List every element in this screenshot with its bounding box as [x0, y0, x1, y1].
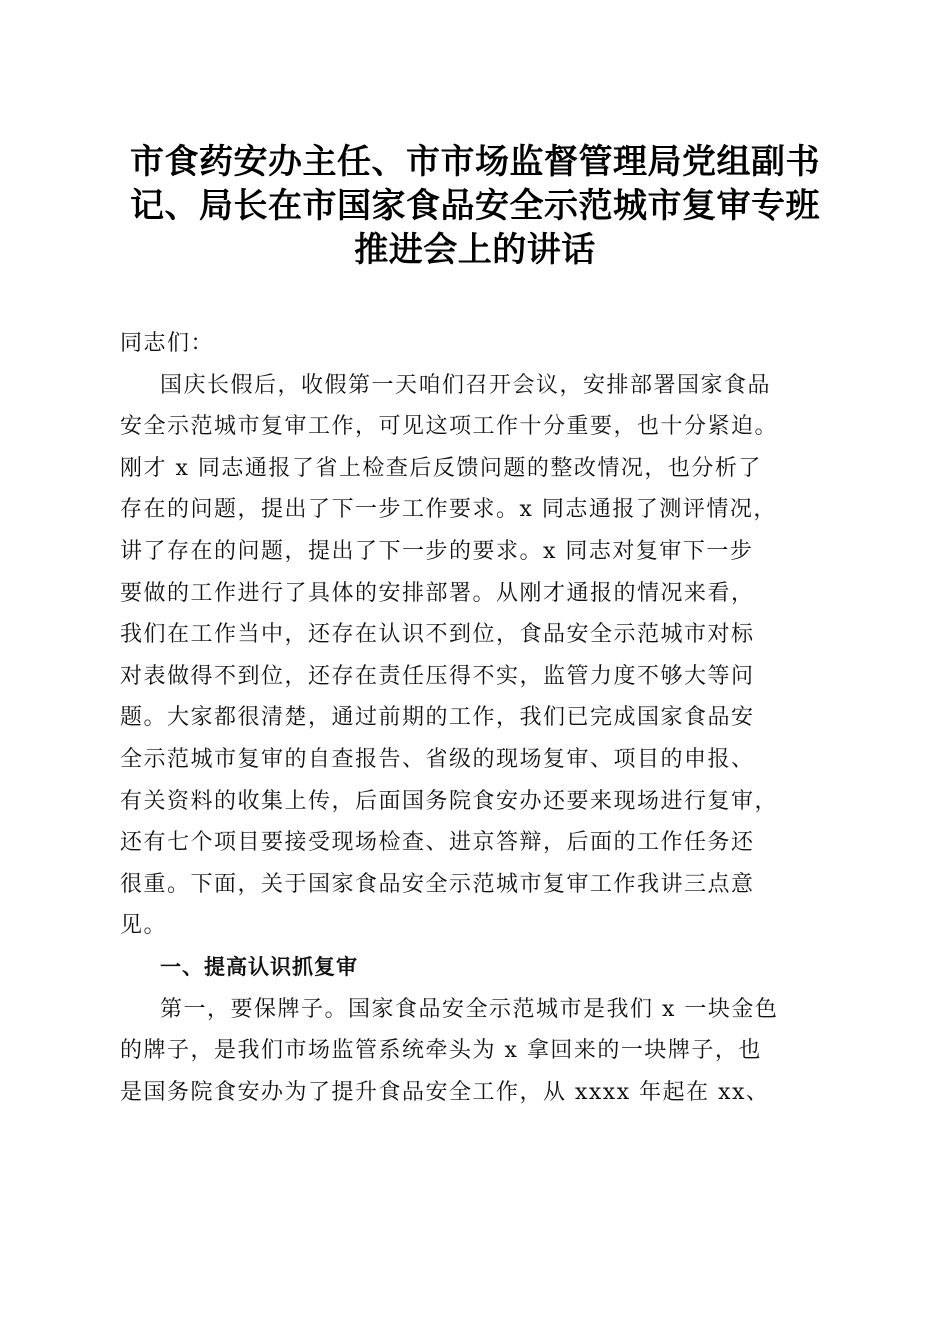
section-heading: 一、提高认识抓复审	[160, 954, 358, 979]
paragraph-line: 是国务院食安办为了提升食品安全工作，从 xxxx 年起在 xx、	[120, 1079, 770, 1105]
paragraph-line: 全示范城市复审的自查报告、省级的现场复审、项目的申报、	[120, 746, 755, 772]
document-title	[110, 140, 840, 272]
paragraph-line: 有关资料的收集上传，后面国务院食安办还要来现场进行复审，	[120, 788, 779, 814]
title-line: 记、局长在市国家食品安全示范城市复审专班	[130, 186, 820, 226]
paragraph-line: 讲了存在的问题，提出了下一步的要求。x 同志对复审下一步	[120, 538, 754, 564]
document-body	[120, 323, 832, 1113]
paragraph-line: 对表做得不到位，还存在责任压得不实，监管力度不够大等问	[120, 663, 755, 689]
title-line: 市食药安办主任、市市场监督管理局党组副书	[130, 142, 820, 182]
paragraph-line: 还有七个项目要接受现场检查、进京答辩，后面的工作任务还	[120, 830, 755, 856]
paragraph-line: 安全示范城市复审工作，可见这项工作十分重要，也十分紧迫。	[120, 414, 779, 440]
paragraph-line: 存在的问题，提出了下一步工作要求。x 同志通报了测评情况，	[120, 497, 777, 523]
title-line: 推进会上的讲话	[354, 230, 596, 270]
paragraph-line: 要做的工作进行了具体的安排部署。从刚才通报的情况来看，	[120, 580, 755, 606]
paragraph-line: 第一，要保牌子。国家食品安全示范城市是我们 x 一块金色	[160, 996, 779, 1022]
paragraph-line: 很重。下面，关于国家食品安全示范城市复审工作我讲三点意	[120, 871, 755, 897]
paragraph-line: 国庆长假后，收假第一天咱们召开会议，安排部署国家食品	[160, 372, 772, 398]
paragraph-line: 刚才 x 同志通报了省上检查后反馈问题的整改情况，也分析了	[120, 455, 762, 481]
salutation: 同志们：	[120, 331, 215, 356]
paragraph-line: 的牌子，是我们市场监管系统牵头为 x 拿回来的一块牌子，也	[120, 1038, 762, 1064]
paragraph-line: 见。	[120, 913, 168, 939]
paragraph-line: 题。大家都很清楚，通过前期的工作，我们已完成国家食品安	[120, 705, 755, 731]
paragraph-line: 我们在工作当中，还存在认识不到位，食品安全示范城市对标	[120, 622, 755, 648]
